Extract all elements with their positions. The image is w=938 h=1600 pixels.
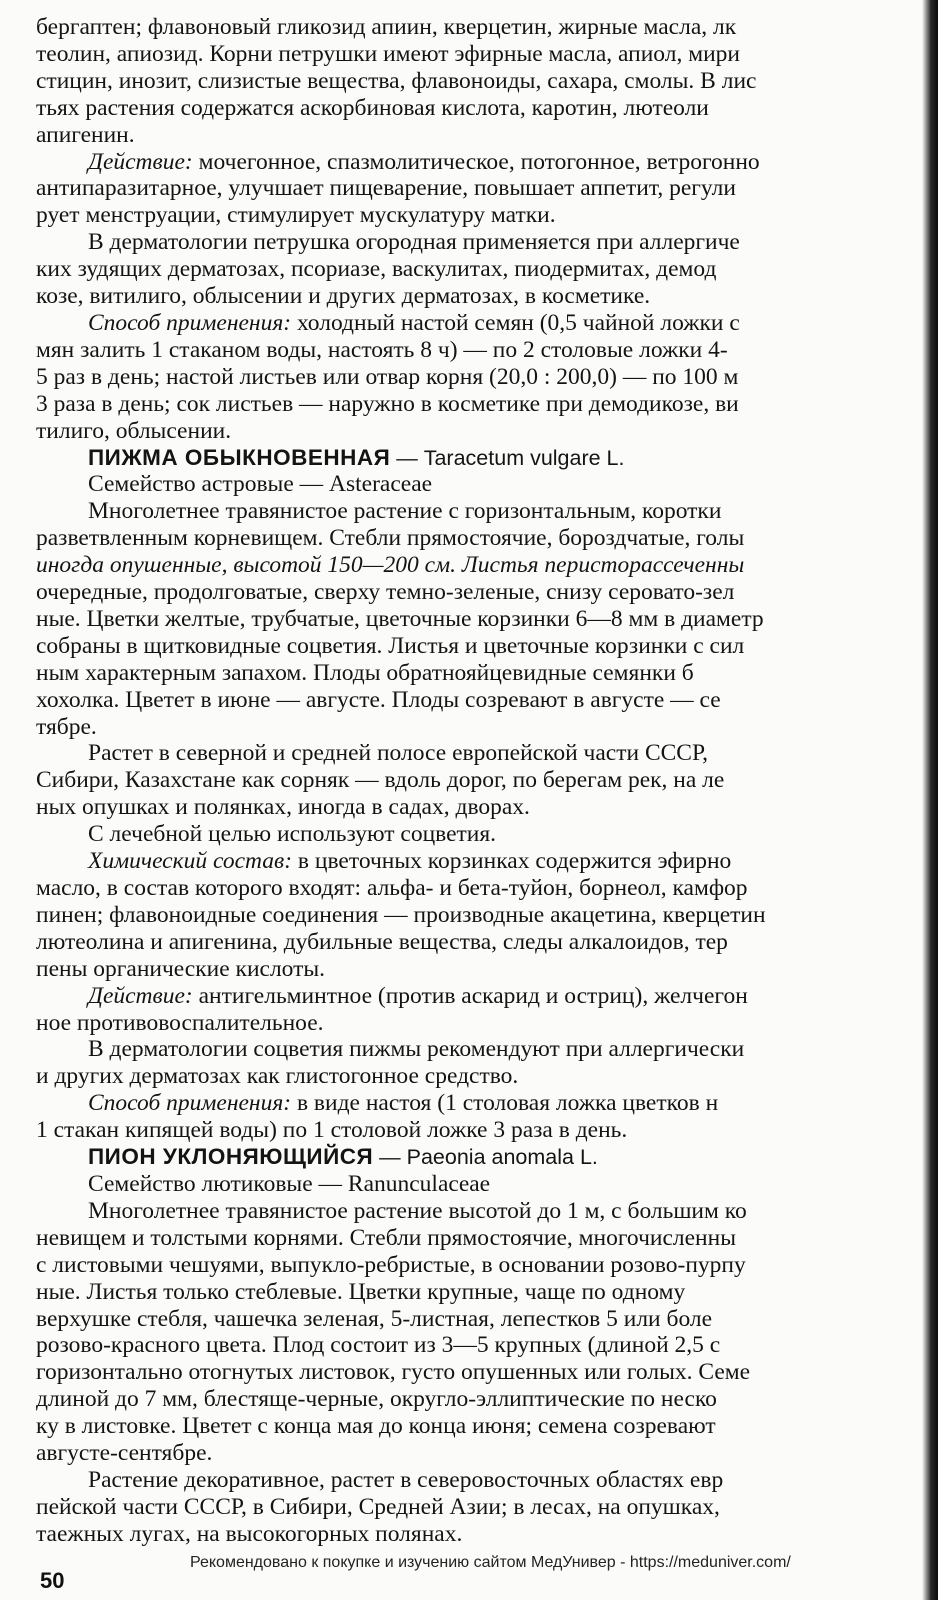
text-line: ные. Цветки желтые, трубчатые, цветочные корзинки 6—8 мм в диаметр (36, 605, 764, 632)
text-line: С лечебной целью используют соцветия. (88, 821, 497, 848)
text-line: рует менструации, стимулирует мускулатуру матки. (36, 202, 556, 229)
text-line: ное противовоспалительное. (36, 1009, 324, 1036)
text-line: невищем и толстыми корнями. Стебли прямостоячие, многочисленны (36, 1224, 736, 1251)
text-line: с листовыми чешуями, выпукло-ребристые, в основании розово-пурпу (36, 1251, 746, 1278)
text-line (36, 848, 920, 875)
text-line: тилиго, облысении. (36, 417, 232, 444)
text-line: очередные, продолговатые, сверху темно-зеленые, снизу серовато-зел (36, 579, 735, 606)
section-label: Действие: (88, 982, 193, 1009)
text-line: и других дерматозах как глистогонное средство. (36, 1063, 519, 1090)
text-line: Сибири, Казахстане как сорняк — вдоль дорог, по берегам рек, на ле (36, 767, 725, 794)
text-line: 3 раза в день; сок листьев — наружно в косметике при демодикозе, ви (36, 390, 739, 417)
section-label: Действие: (88, 148, 193, 175)
text-line: розово-красного цвета. Плод состоит из 3—5 крупных (длиной 2,5 с (36, 1332, 721, 1359)
text-line: апигенин. (36, 121, 135, 148)
text-line: пинен; флавоноидные соединения — производные акацетина, кверцетин (36, 901, 766, 928)
text-line: ких зудящих дерматозах, псориазе, васкулитах, пиодермитах, демод (36, 256, 717, 283)
text-line: В дерматологии петрушка огородная применяется при аллергиче (88, 229, 740, 256)
text-line: Многолетнее травянистое растение высотой до 1 м, с большим ко (88, 1197, 747, 1224)
text-line: стицин, инозит, слизистые вещества, флавоноиды, сахара, смолы. В лис (36, 67, 757, 94)
section-label: Способ применения: (88, 1090, 292, 1117)
text-line: антипаразитарное, улучшает пищеварение, повышает аппетит, регули (36, 175, 736, 202)
plant-heading (36, 1144, 920, 1171)
plant-family: Семейство астровые — Asteraceae (88, 471, 433, 498)
text-line: ным характерным запахом. Плоды обратнояйцевидные семянки б (36, 659, 694, 686)
footer-watermark: Рекомендовано к покупке и изучению сайтом МедУнивер - https://meduniver.com/ (190, 1554, 791, 1571)
text-fragment: в виде настоя (1 столовая ложка цветков н (291, 1090, 719, 1117)
text-line (36, 149, 920, 176)
page-body (36, 14, 920, 1548)
text-line: августе-сентябре. (36, 1440, 213, 1467)
text-line: хохолка. Цветет в июне — августе. Плоды созревают в августе — се (36, 686, 721, 713)
page-number: 50 (40, 1568, 65, 1593)
text-fragment: холодный настой семян (0,5 чайной ложки с (291, 309, 740, 336)
text-line: таежных лугах, на высокогорных полянах. (36, 1520, 463, 1547)
text-line: тябре. (36, 713, 97, 740)
section-label: Способ применения: (88, 309, 292, 336)
text-fragment: в цветочных корзинках содержится эфирно (292, 848, 732, 875)
plant-latin-name: — Paeonia anomala L. (373, 1145, 598, 1170)
text-line: теолин, апиозид. Корни петрушки имеют эфирные масла, апиол, мири (36, 40, 740, 67)
text-line: разветвленным корневищем. Стебли прямостоячие, бороздчатые, голы (36, 525, 745, 552)
text-line: ку в листовке. Цветет с конца мая до конца июня; семена созревают (36, 1413, 716, 1440)
page-edge-shadow (922, 0, 938, 1600)
text-line: горизонтально отогнутых листовок, густо опушенных или голых. Семе (36, 1359, 751, 1386)
text-line: ных опушках и полянках, иногда в садах, дворах. (36, 794, 530, 821)
text-line: Растение декоративное, растет в северовосточных областях евр (88, 1466, 724, 1493)
text-line: лютеолина и апигенина, дубильные вещества, следы алкалоидов, тер (36, 928, 728, 955)
section-label: Химический состав: (88, 848, 293, 875)
text-line: пены органические кислоты. (36, 955, 326, 982)
text-line: 5 раз в день; настой листьев или отвар корня (20,0 : 200,0) — по 100 м (36, 363, 739, 390)
text-line (36, 983, 920, 1010)
plant-heading (36, 445, 920, 472)
text-line: верхушке стебля, чашечка зеленая, 5-листная, лепестков 5 или боле (36, 1305, 713, 1332)
plant-name: ПИЖМА ОБЫКНОВЕННАЯ (88, 444, 391, 470)
plant-family: Семейство лютиковые — Ranunculaceae (88, 1170, 491, 1197)
text-line: масло, в состав которого входят: альфа- и бета-туйон, борнеол, камфор (36, 875, 748, 901)
text-line: Многолетнее травянистое растение с горизонтальным, коротки (88, 498, 722, 525)
text-line: В дерматологии соцветия пижмы рекомендуют при аллергически (88, 1036, 745, 1063)
plant-latin-name: — Taracetum vulgare L. (390, 445, 625, 470)
text-line (36, 310, 920, 337)
text-line: козе, витилиго, облысении и других дерматозах, в косметике. (36, 283, 651, 310)
text-fragment: антигельминтное (против аскарид и остриц), желчегон (192, 982, 748, 1009)
text-line: мян залить 1 стаканом воды, настоять 8 ч) — по 2 столовые ложки 4- (36, 336, 728, 363)
text-fragment: мочегонное, спазмолитическое, потогонное, ветрогонно (192, 148, 760, 175)
text-line: бергаптен; флавоновый гликозид апиин, кверцетин, жирные масла, лк (36, 14, 737, 40)
text-line: длиной до 7 мм, блестяще-черные, округло-эллиптические по неско (36, 1386, 717, 1413)
plant-name: ПИОН УКЛОНЯЮЩИЙСЯ (88, 1144, 374, 1170)
text-line: тьях растения содержатся аскорбиновая кислота, каротин, лютеоли (36, 94, 709, 121)
text-line: пейской части СССР, в Сибири, Средней Азии; в лесах, на опушках, (36, 1493, 720, 1520)
text-line: иногда опушенные, высотой 150—200 см. Листья перисторассеченны (36, 552, 745, 579)
text-line: ные. Листья только стеблевые. Цветки крупные, чаще по одному (36, 1278, 686, 1305)
text-line: Растет в северной и средней полосе европейской части СССР, (88, 740, 708, 767)
text-line: собраны в щитковидные соцветия. Листья и цветочные корзинки с сил (36, 632, 745, 659)
text-line (36, 1090, 920, 1117)
text-line: 1 стакан кипящей воды) по 1 столовой ложке 3 раза в день. (36, 1117, 628, 1144)
